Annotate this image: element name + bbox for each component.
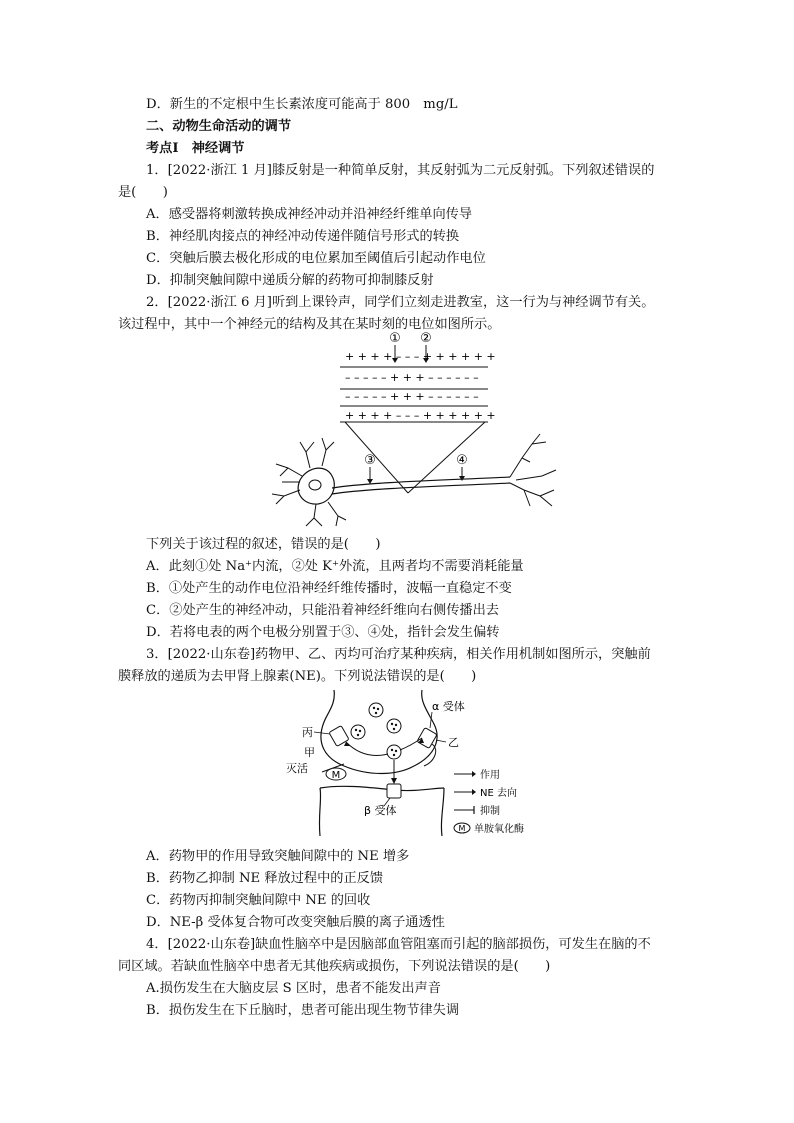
drug-jia-label: 甲 [304, 746, 315, 759]
neuron-figure [260, 330, 570, 530]
question-4-stem-cont: 同区域。若缺血性脑卒中患者无其他疾病或损伤，下列说法错误的是( ) [118, 959, 551, 974]
question-1-option-a: A．感受器将刺激转换成神经冲动并沿神经纤维单向传导 [146, 207, 473, 222]
label-2: ② [420, 331, 432, 346]
label-1: ① [389, 331, 401, 346]
legend-ne: NE 去向 [480, 788, 517, 799]
text-line: D．新生的不定根中生长素浓度可能高于 800 mg/L [146, 97, 458, 112]
alpha-receptor-label: α 受体 [432, 700, 465, 713]
question-2-stem: 2．[2022·浙江 6 月]听到上课铃声，同学们立刻走进教室，这一行为与神经调节有关。 [146, 295, 655, 310]
question-1-stem-cont: 是( ) [118, 185, 168, 200]
label-3: ③ [364, 453, 376, 468]
question-4-option-b: B．损伤发生在下丘脑时，患者可能出现生物节律失调 [146, 1003, 460, 1018]
question-3-option-b: B．药物乙抑制 NE 释放过程中的正反馈 [146, 871, 384, 886]
question-3-option-a: A．药物甲的作用导致突触间隙中的 NE 增多 [146, 849, 410, 864]
potential-row-4: + + + + – – – + + + + + + [345, 409, 496, 422]
potential-row-1: + + + + – – – + + + + + + [345, 350, 496, 363]
question-2-option-c: C．②处产生的神经冲动，只能沿着神经纤维向右侧传播出去 [146, 603, 499, 618]
question-3-stem: 3．[2022·山东卷]药物甲、乙、丙均可治疗某种疾病，相关作用机制如图所示，突触前 [146, 647, 651, 662]
subsection-heading: 考点Ⅰ 神经调节 [146, 141, 245, 156]
question-2-option-d: D．若将电表的两个电极分别置于③、④处，指针会发生偏转 [146, 625, 500, 640]
legend-action: 作用 [480, 770, 500, 781]
question-3-option-d: D．NE-β 受体复合物可改变突触后膜的离子通透性 [146, 915, 445, 930]
legend-inhibit: 抑制 [480, 806, 500, 817]
section-heading: 二、动物生命活动的调节 [146, 119, 292, 134]
inactivate-label: 灭活 [286, 762, 308, 775]
question-1-option-d: D．抑制突触间隙中递质分解的药物可抑制膝反射 [146, 273, 434, 288]
question-1-option-c: C．突触后膜去极化形成的电位累加至阈值后引起动作电位 [146, 251, 486, 266]
question-3-option-c: C．药物丙抑制突触间隙中 NE 的回收 [146, 893, 371, 908]
beta-receptor-label: β 受体 [364, 804, 397, 817]
question-2-option-a: A．此刻①处 Na⁺内流，②处 K⁺外流，且两者均不需要消耗能量 [146, 559, 524, 574]
synapse-figure [284, 688, 550, 838]
drug-yi-label: 乙 [448, 736, 459, 749]
enzyme-m: M [331, 770, 341, 781]
legend-enzyme: 单胺氧化酶 [474, 824, 524, 835]
legend [454, 768, 524, 835]
question-1-option-b: B．神经肌肉接点的神经冲动传递伴随信号形式的转换 [146, 229, 460, 244]
question-2-prompt: 下列关于该过程的叙述，错误的是( ) [146, 537, 381, 552]
question-3-stem-cont: 膜释放的递质为去甲肾上腺素(NE)。下列说法错误的是( ) [118, 669, 477, 684]
question-4-stem: 4．[2022·山东卷]缺血性脑卒中是因脑部血管阻塞而引起的脑部损伤，可发生在脑的不 [146, 937, 651, 952]
question-4-option-a: A.损伤发生在大脑皮层 S 区时，患者不能发出声音 [146, 981, 441, 996]
question-1-stem: 1．[2022·浙江 1 月]膝反射是一种简单反射，其反射弧为二元反射弧。下列叙述错误的 [146, 163, 655, 178]
label-4: ④ [456, 453, 468, 468]
question-2-stem-cont: 该过程中，其中一个神经元的结构及其在某时刻的电位如图所示。 [118, 317, 501, 332]
legend-m: M [458, 824, 466, 833]
potential-row-2: – – – – – + + + – – – – – – [345, 371, 479, 384]
drug-bing-label: 丙 [302, 726, 313, 739]
potential-row-3: – – – – – + + + – – – – – – [345, 390, 479, 403]
question-2-option-b: B．①处产生的动作电位沿神经纤维传播时，波幅一直稳定不变 [146, 581, 512, 596]
